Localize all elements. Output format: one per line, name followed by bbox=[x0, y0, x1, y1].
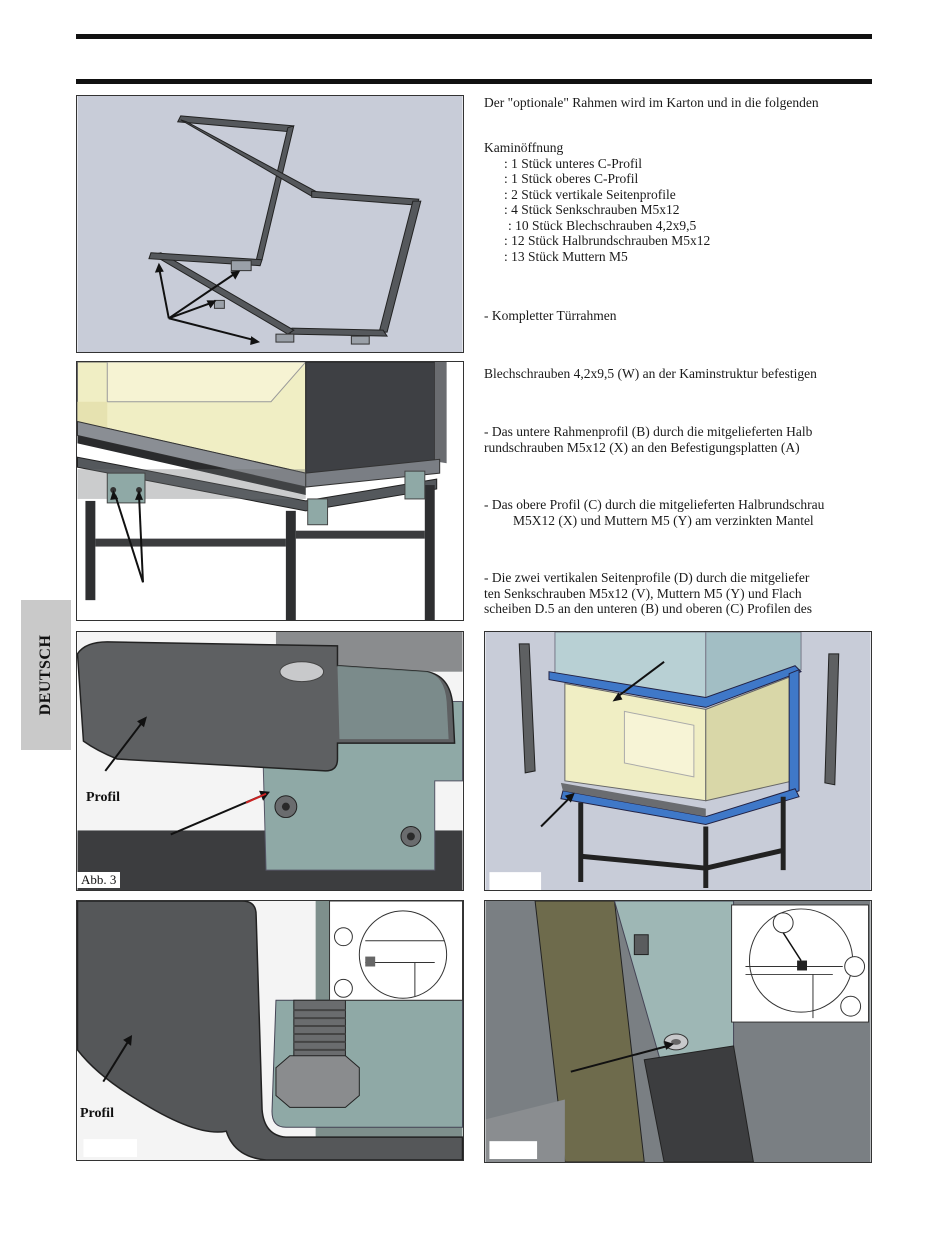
language-tab-label: DEUTSCH bbox=[37, 634, 54, 716]
kit-item: : 1 Stück oberes C-Profil bbox=[504, 171, 639, 186]
kit-item: : 2 Stück vertikale Seitenprofile bbox=[504, 186, 676, 202]
top-rule bbox=[76, 34, 872, 39]
figure-side-profile-closeup bbox=[484, 900, 872, 1163]
screws-w-text: Blechschrauben 4,2x9,5 (W) an der Kaminstruktur befestigen bbox=[484, 366, 817, 381]
side-profiles-line: scheiben D.5 an den unteren (B) und oberen (C) Profilen des bbox=[484, 601, 813, 616]
language-tab bbox=[21, 600, 71, 750]
figure-bolt-closeup bbox=[76, 900, 464, 1161]
lower-profile-line: rundschrauben M5x12 (X) an den Befestigungsplatten (A) bbox=[484, 439, 800, 455]
profile-label: Profil bbox=[86, 790, 120, 805]
lower-profile-text bbox=[484, 424, 874, 455]
kit-item: : 10 Stück Blechschrauben 4,2x9,5 bbox=[508, 217, 697, 233]
upper-profile-line: - Das obere Profil (C) durch die mitgelieferten Halbrundschrau bbox=[484, 497, 825, 512]
lower-profile-line: - Das untere Rahmenprofil (B) durch die mitgelieferten Halb bbox=[484, 424, 813, 439]
profile-closeup-illustration bbox=[77, 632, 463, 890]
kit-item: : 12 Stück Halbrundschrauben M5x12 bbox=[504, 233, 711, 248]
frame-kit-illustration bbox=[77, 96, 463, 352]
mounting-plates-illustration bbox=[77, 362, 463, 620]
kit-item: : 4 Stück Senkschrauben M5x12 bbox=[504, 202, 680, 217]
figure-mounting-plates bbox=[76, 361, 464, 621]
profile-label: Profil bbox=[80, 1106, 114, 1121]
side-profile-closeup-illustration bbox=[485, 901, 871, 1162]
side-profiles-line: ten Senkschrauben M5x12 (V), Muttern M5 (Y) und Flach bbox=[484, 585, 802, 601]
figure-profile-closeup bbox=[76, 631, 464, 891]
figure-frame-kit bbox=[76, 95, 464, 353]
kit-item: : 13 Stück Muttern M5 bbox=[504, 248, 628, 264]
figure-assembly-overview bbox=[484, 631, 872, 891]
side-profiles-line: - Die zwei vertikalen Seitenprofile (D) durch die mitgeliefer bbox=[484, 570, 810, 585]
upper-profile-text bbox=[484, 497, 874, 528]
header-rule bbox=[76, 79, 872, 84]
intro-text: Der "optionale" Rahmen wird im Karton und in die folgenden bbox=[484, 95, 819, 110]
kit-item: : 1 Stück unteres C-Profil bbox=[504, 155, 642, 171]
figure-caption: Abb. 3 bbox=[77, 872, 120, 888]
side-profiles-text bbox=[484, 570, 874, 617]
kit-contents bbox=[484, 140, 874, 264]
door-frame-text: - Kompletter Türrahmen bbox=[484, 308, 617, 323]
upper-profile-line: M5X12 (X) und Muttern M5 (Y) am verzinkten Mantel bbox=[513, 512, 814, 528]
kit-heading: Kaminöffnung bbox=[484, 140, 564, 155]
assembly-overview-illustration bbox=[485, 632, 871, 890]
bolt-closeup-illustration bbox=[77, 901, 463, 1160]
